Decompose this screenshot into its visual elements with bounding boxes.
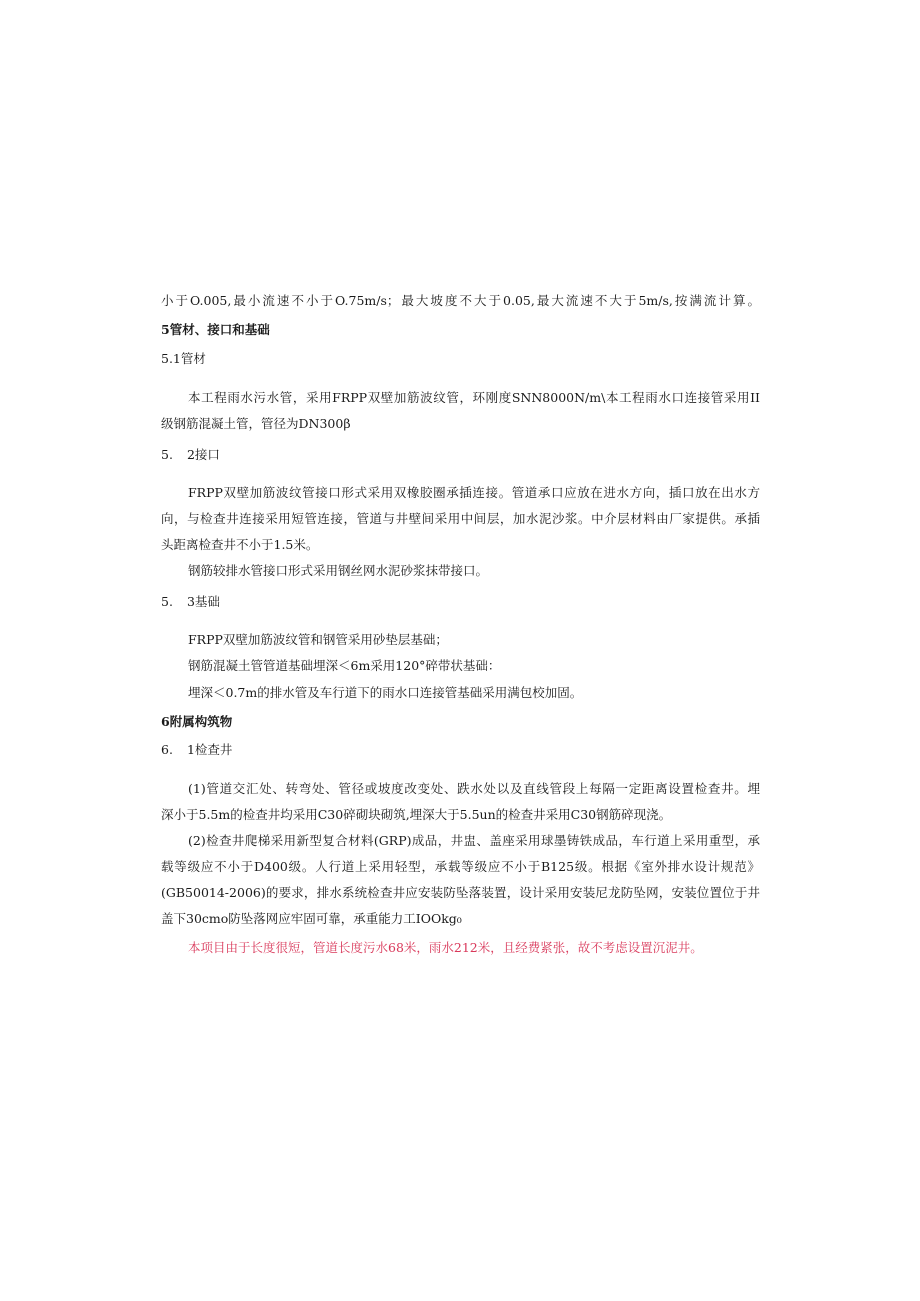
paragraph-6-1-a-line-2: 深小于5.5m的检查井均采用C30碎砌块砌筑,埋深大于5.5un的检查井采用C30钢筋碎现浇。 [161, 807, 672, 822]
section-heading-6: 6附属构筑物 [161, 714, 233, 729]
subsection-6-1-number: 6. [161, 742, 173, 757]
section-heading-5: 5管材、接口和基础 [161, 322, 270, 337]
paragraph-5-3-line-1: FRPP双壁加筋波纹管和钢管采用砂垫层基础； [188, 632, 448, 647]
subsection-6-1-title: 1检查井 [186, 742, 233, 757]
subsection-5-3-number: 5. [161, 594, 173, 609]
paragraph-flow-criteria: 小于O.005,最小流速不小于O.75m/s；最大坡度不大于0.05,最大流速不大于5m∕s,按满流计算。 [161, 293, 760, 308]
paragraph-5-3-line-3: 埋深＜0.7m的排水管及车行道下的雨水口连接管基础采用满包校加固。 [188, 685, 583, 700]
subsection-5-2-number: 5. [161, 447, 173, 462]
paragraph-5-1-line-2: 级钢筋混凝土管，管径为DN300β [161, 416, 351, 431]
paragraph-6-1-b-line-4: 盖下30cmo防坠落网应牢固可靠，承重能力工IOOkg₀ [161, 911, 462, 926]
paragraph-6-1-a-line-1: (1)管道交汇处、转弯处、管径或坡度改变处、跌水处以及直线管段上每隔一定距离设置检查井。埋 [188, 781, 760, 796]
paragraph-5-2-line-1: FRPP双壁加筋波纹管接口形式采用双橡胶圈承插连接。管道承口应放在进水方向，插口放在出水方 [188, 485, 760, 500]
subsection-5-2 [161, 447, 220, 463]
paragraph-5-2-line-2: 向，与检查井连接采用短管连接，管道与井壁间采用中间层，加水泥沙浆。中介层材料由厂家提供。承插 [161, 511, 760, 526]
subsection-6-1 [161, 742, 232, 758]
subsection-5-2-title: 2接口 [186, 447, 220, 462]
paragraph-6-1-b-line-1: (2)检查井爬梯采用新型复合材料(GRP)成品，井盅、盖座采用球墨铸铁成品，车行道上采用重型，承 [188, 833, 760, 848]
paragraph-6-1-b-line-2: 载等级应不小于D400级。人行道上采用轻型，承载等级应不小于B125级。根据《室外排水设计规范》 [161, 859, 760, 874]
paragraph-6-1-b-line-3: (GB50014-2006)的要求，排水系统检查井应安装防坠落装置，设计采用安装尼龙防坠网，安装位置位于井 [161, 885, 760, 900]
paragraph-5-3-line-2: 钢筋混凝土管管道基础埋深＜6m采用120°碎带状基础： [188, 658, 501, 673]
paragraph-5-2-line-3: 头距离检查井不小于1.5米。 [161, 537, 319, 552]
subsection-5-1: 5.1管材 [161, 351, 206, 366]
paragraph-5-1-line-1: 本工程雨水污水管，采用FRPP双壁加筋波纹管，环刚度SNN8000N∕m\本工程雨水口连接管采用II [188, 390, 760, 405]
subsection-5-3 [161, 594, 220, 610]
paragraph-5-2-line-4: 钢筋较排水管接口形式采用钢丝网水泥砂浆抹带接口。 [188, 563, 489, 578]
note-sediment-well: 本项目由于长度很短，管道长度污水68米，雨水212米，且经费紧张，故不考虑设置沉泥井。 [188, 940, 703, 955]
subsection-5-3-title: 3基础 [186, 594, 220, 609]
